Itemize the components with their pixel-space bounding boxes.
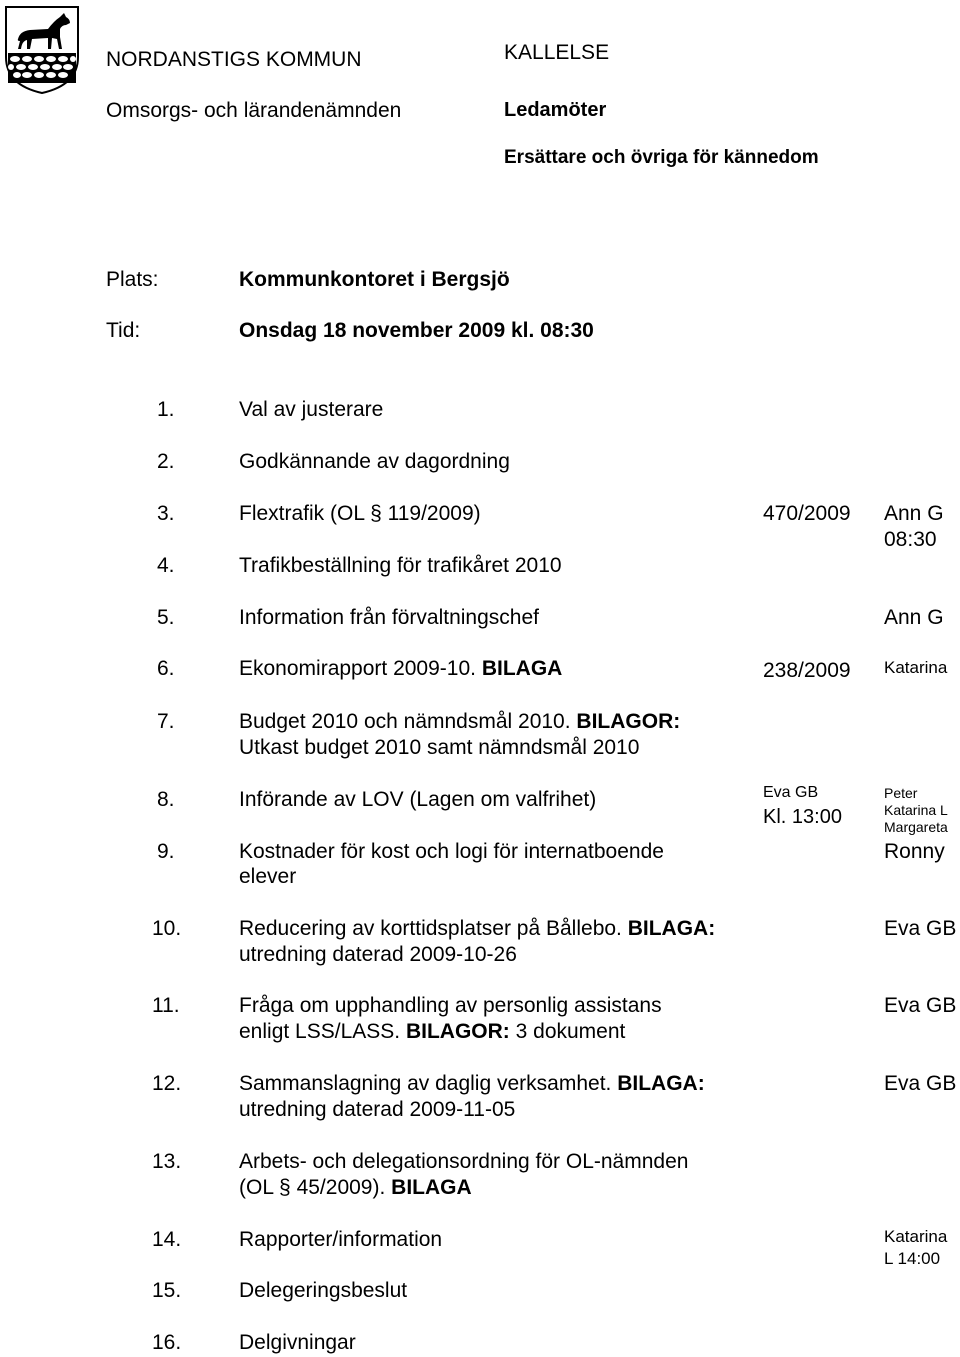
agenda-title: [239, 711, 680, 732]
agenda-presenter: Ronny: [884, 840, 945, 863]
agenda-presenter: Peter: [884, 785, 918, 801]
agenda-title-cont: utredning daterad 2009-11-05: [239, 1098, 516, 1121]
agenda-number: 4.: [157, 554, 175, 577]
agenda-presenter: Katarina L: [884, 802, 948, 818]
agenda-number: 6.: [157, 657, 175, 680]
attachment-tag: BILAGOR:: [576, 710, 681, 733]
agenda-title-cont: elever: [239, 865, 297, 888]
agenda-title: [239, 918, 715, 939]
municipal-crest-logo: [4, 5, 80, 95]
agenda-title: Delgivningar: [239, 1331, 356, 1354]
time-value: Onsdag 18 november 2009 kl. 08:30: [239, 319, 594, 342]
agenda-title: Val av justerare: [239, 398, 384, 421]
agenda-title-text: Reducering av korttidsplatser på Bållebo.: [239, 917, 622, 940]
agenda-title-cont: [239, 1021, 625, 1042]
agenda-reference: 470/2009: [763, 502, 851, 525]
agenda-title-cont: Utkast budget 2010 samt nämndsmål 2010: [239, 736, 640, 759]
place-value: Kommunkontoret i Bergsjö: [239, 268, 510, 291]
agenda-title: Införande av LOV (Lagen om valfrihet): [239, 788, 597, 811]
agenda-number: 5.: [157, 606, 175, 629]
agenda-reference: 238/2009: [763, 659, 851, 682]
agenda-time: L 14:00: [884, 1249, 941, 1268]
agenda-number: 10.: [152, 917, 182, 940]
agenda-title: Fråga om upphandling av personlig assistans: [239, 994, 662, 1017]
agenda-presenter: Eva GB: [884, 994, 957, 1017]
recipients-primary: Ledamöter: [504, 99, 607, 121]
attachment-tag: BILAGOR:: [405, 1020, 510, 1043]
agenda-title-text: Budget 2010 och nämndsmål 2010.: [239, 710, 571, 733]
doc-type: KALLELSE: [504, 41, 610, 64]
agenda-time: 08:30: [884, 528, 937, 551]
agenda-title: Kostnader för kost och logi för internatboende: [239, 840, 664, 863]
agenda-title: Flextrafik (OL § 119/2009): [239, 502, 481, 525]
agenda-number: 12.: [152, 1072, 182, 1095]
agenda-number: 2.: [157, 450, 175, 473]
agenda-title-text: 3 dokument: [515, 1020, 626, 1043]
agenda-presenter: Katarina: [884, 1227, 948, 1246]
org-name: NORDANSTIGS KOMMUN: [106, 48, 362, 71]
agenda-title-text: enligt LSS/LASS.: [239, 1020, 401, 1043]
agenda-number: 1.: [157, 398, 175, 421]
agenda-title-cont: [239, 1177, 472, 1198]
agenda-number: 7.: [157, 710, 175, 733]
agenda-title: Trafikbeställning för trafikåret 2010: [239, 554, 562, 577]
agenda-presenter: Ann G: [884, 502, 944, 525]
agenda-title: Rapporter/information: [239, 1228, 443, 1251]
agenda-presenter: Ann G: [884, 606, 944, 629]
agenda-title: Arbets- och delegationsordning för OL-nämnden: [239, 1150, 689, 1173]
committee-name: Omsorgs- och lärandenämnden: [106, 99, 402, 122]
attachment-tag: BILAGA:: [617, 1072, 705, 1095]
agenda-title: [239, 658, 562, 679]
agenda-reference: Eva GB: [763, 784, 819, 801]
place-label: Plats:: [106, 268, 159, 291]
agenda-presenter: Eva GB: [884, 1072, 957, 1095]
agenda-number: 13.: [152, 1150, 182, 1173]
agenda-title-text: Sammanslagning av daglig verksamhet.: [239, 1072, 612, 1095]
time-label: Tid:: [106, 319, 141, 342]
agenda-title-text: Ekonomirapport 2009-10.: [239, 657, 476, 680]
agenda-title-cont: utredning daterad 2009-10-26: [239, 943, 517, 966]
agenda-title: [239, 1073, 705, 1094]
agenda-presenter: Eva GB: [884, 917, 957, 940]
agenda-title: Delegeringsbeslut: [239, 1279, 408, 1302]
agenda-presenter: Katarina: [884, 658, 948, 677]
attachment-tag: BILAGA: [391, 1176, 472, 1199]
agenda-number: 9.: [157, 840, 175, 863]
agenda-title: Information från förvaltningschef: [239, 606, 539, 629]
agenda-number: 3.: [157, 502, 175, 525]
agenda-number: 16.: [152, 1331, 182, 1354]
agenda-number: 11.: [152, 994, 180, 1017]
agenda-time: Kl. 13:00: [763, 806, 842, 828]
agenda-number: 8.: [157, 788, 175, 811]
recipients-secondary: Ersättare och övriga för kännedom: [504, 147, 819, 168]
agenda-presenter: Margareta: [884, 819, 948, 835]
attachment-tag: BILAGA: [481, 657, 563, 680]
agenda-number: 15.: [152, 1279, 182, 1302]
attachment-tag: BILAGA:: [627, 917, 716, 940]
agenda-title-text: (OL § 45/2009).: [239, 1176, 386, 1199]
agenda-title: Godkännande av dagordning: [239, 450, 510, 473]
agenda-number: 14.: [152, 1228, 182, 1251]
